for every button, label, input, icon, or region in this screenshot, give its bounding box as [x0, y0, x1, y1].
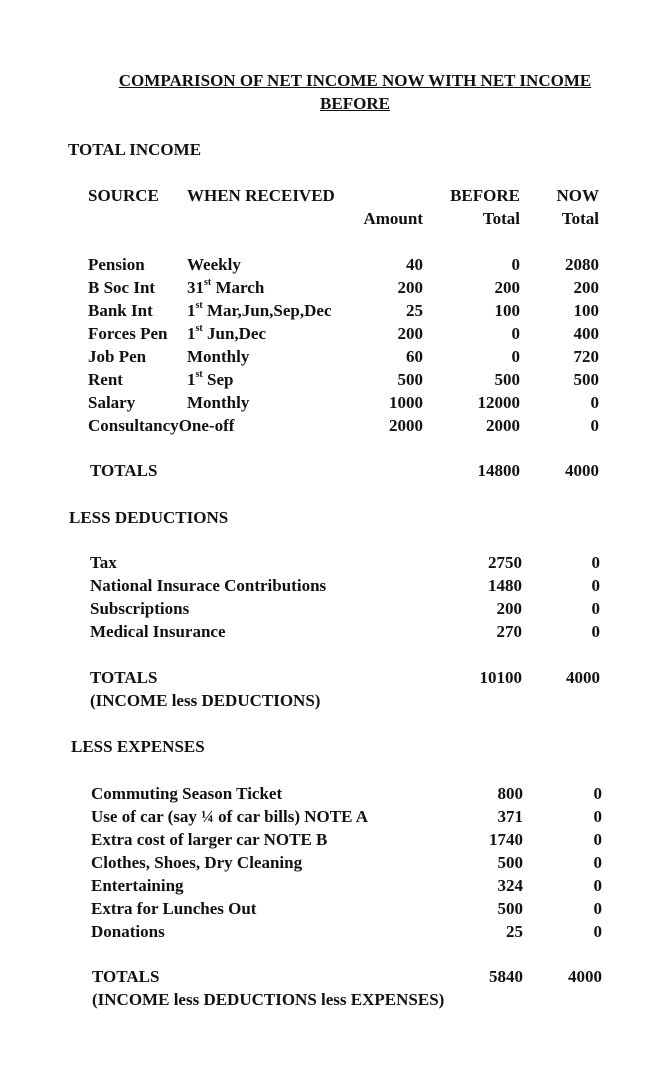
expenses-totals-now: 4000: [568, 967, 602, 986]
deduction-row-label: Medical Insurance: [90, 622, 226, 641]
income-row-now: 100: [573, 301, 599, 320]
expense-row-before: 1740: [489, 830, 523, 849]
deduction-row-now: 0: [591, 553, 600, 572]
deduction-row-before: 200: [496, 599, 522, 618]
page-title-line2: BEFORE: [320, 94, 390, 113]
expense-row-before: 371: [497, 807, 523, 826]
expense-row-label: Extra cost of larger car NOTE B: [91, 830, 328, 849]
col-when-header: WHEN RECEIVED: [187, 186, 335, 205]
col-amount-header: Amount: [363, 209, 423, 228]
income-row-amount: 40: [406, 255, 423, 274]
expense-row-label: Entertaining: [91, 876, 184, 895]
income-row-amount: 60: [406, 347, 423, 366]
income-row-source-when: ConsultancyOne-off: [88, 416, 235, 435]
expenses-heading: LESS EXPENSES: [71, 737, 205, 756]
expense-row-label: Commuting Season Ticket: [91, 784, 283, 803]
col-now-sub-header: Total: [561, 209, 599, 228]
income-totals-now: 4000: [565, 461, 599, 480]
income-row-now: 2080: [565, 255, 599, 274]
expense-row-now: 0: [593, 830, 602, 849]
expense-row-label: Use of car (say ¼ of car bills) NOTE A: [91, 807, 369, 826]
expenses-totals-label: TOTALS: [92, 967, 160, 986]
income-row-amount: 1000: [389, 393, 423, 412]
col-before-sub-header: Total: [482, 209, 520, 228]
deductions-heading: LESS DEDUCTIONS: [69, 508, 229, 527]
income-row-before: 12000: [477, 393, 520, 412]
income-row-before: 500: [494, 370, 520, 389]
income-row-source: Salary: [88, 393, 136, 412]
page-title: COMPARISON OF NET INCOME NOW WITH NET INCOME: [118, 71, 592, 90]
income-row-before: 2000: [486, 416, 520, 435]
expenses-totals-note: (INCOME less DEDUCTIONS less EXPENSES): [92, 990, 445, 1009]
income-row-when: 1st Mar,Jun,Sep,Dec: [187, 300, 332, 320]
expense-row-now: 0: [593, 899, 602, 918]
deduction-row-label: National Insurace Contributions: [90, 576, 327, 595]
expense-row-now: 0: [593, 807, 602, 826]
income-row-source: B Soc Int: [88, 278, 156, 297]
deduction-row-before: 1480: [488, 576, 522, 595]
deduction-row-label: Tax: [90, 553, 117, 572]
income-row-amount: 200: [397, 278, 423, 297]
income-totals-label: TOTALS: [90, 461, 158, 480]
income-row-when: Monthly: [187, 347, 250, 366]
expense-row-label: Clothes, Shoes, Dry Cleaning: [91, 853, 303, 872]
expense-row-now: 0: [593, 876, 602, 895]
income-row-when: Weekly: [187, 255, 241, 274]
income-row-amount: 200: [397, 324, 423, 343]
col-before-header: BEFORE: [450, 186, 520, 205]
income-row-when: 31st March: [187, 277, 265, 297]
expense-row-before: 25: [506, 922, 523, 941]
expense-row-now: 0: [593, 853, 602, 872]
income-totals-before: 14800: [477, 461, 520, 480]
income-row-before: 100: [494, 301, 520, 320]
deductions-totals-before: 10100: [479, 668, 522, 687]
income-row-amount: 2000: [389, 416, 423, 435]
col-source-header: SOURCE: [88, 186, 159, 205]
deduction-row-now: 0: [591, 599, 600, 618]
income-row-amount: 500: [397, 370, 423, 389]
expense-row-label: Donations: [91, 922, 165, 941]
income-row-before: 0: [511, 255, 520, 274]
income-row-source: Bank Int: [88, 301, 153, 320]
income-row-source: Forces Pen: [88, 324, 168, 343]
income-row-now: 400: [573, 324, 599, 343]
expense-row-now: 0: [593, 784, 602, 803]
income-row-now: 500: [573, 370, 599, 389]
income-row-amount: 25: [406, 301, 423, 320]
income-heading: TOTAL INCOME: [68, 140, 202, 159]
expense-row-before: 800: [497, 784, 523, 803]
income-row-when: 1st Sep: [187, 369, 234, 389]
income-row-now: 200: [573, 278, 599, 297]
deduction-row-before: 2750: [488, 553, 522, 572]
expenses-totals-before: 5840: [489, 967, 523, 986]
deductions-totals-note: (INCOME less DEDUCTIONS): [90, 691, 321, 710]
income-row-now: 0: [590, 416, 599, 435]
income-row-source: Job Pen: [88, 347, 147, 366]
income-row-before: 0: [511, 347, 520, 366]
income-row-now: 0: [590, 393, 599, 412]
expense-row-now: 0: [593, 922, 602, 941]
deduction-row-before: 270: [496, 622, 522, 641]
income-row-now: 720: [573, 347, 599, 366]
deduction-row-now: 0: [591, 576, 600, 595]
expense-row-before: 500: [497, 853, 523, 872]
deductions-totals-now: 4000: [566, 668, 600, 687]
deduction-row-label: Subscriptions: [90, 599, 190, 618]
expense-row-before: 500: [497, 899, 523, 918]
expense-row-label: Extra for Lunches Out: [91, 899, 257, 918]
deduction-row-now: 0: [591, 622, 600, 641]
income-row-when: Monthly: [187, 393, 250, 412]
deductions-totals-label: TOTALS: [90, 668, 158, 687]
income-row-source: Rent: [88, 370, 123, 389]
income-row-when: 1st Jun,Dec: [187, 323, 267, 343]
income-row-before: 200: [494, 278, 520, 297]
income-row-source: Pension: [88, 255, 145, 274]
income-row-before: 0: [511, 324, 520, 343]
col-now-header: NOW: [556, 186, 599, 205]
expense-row-before: 324: [497, 876, 523, 895]
